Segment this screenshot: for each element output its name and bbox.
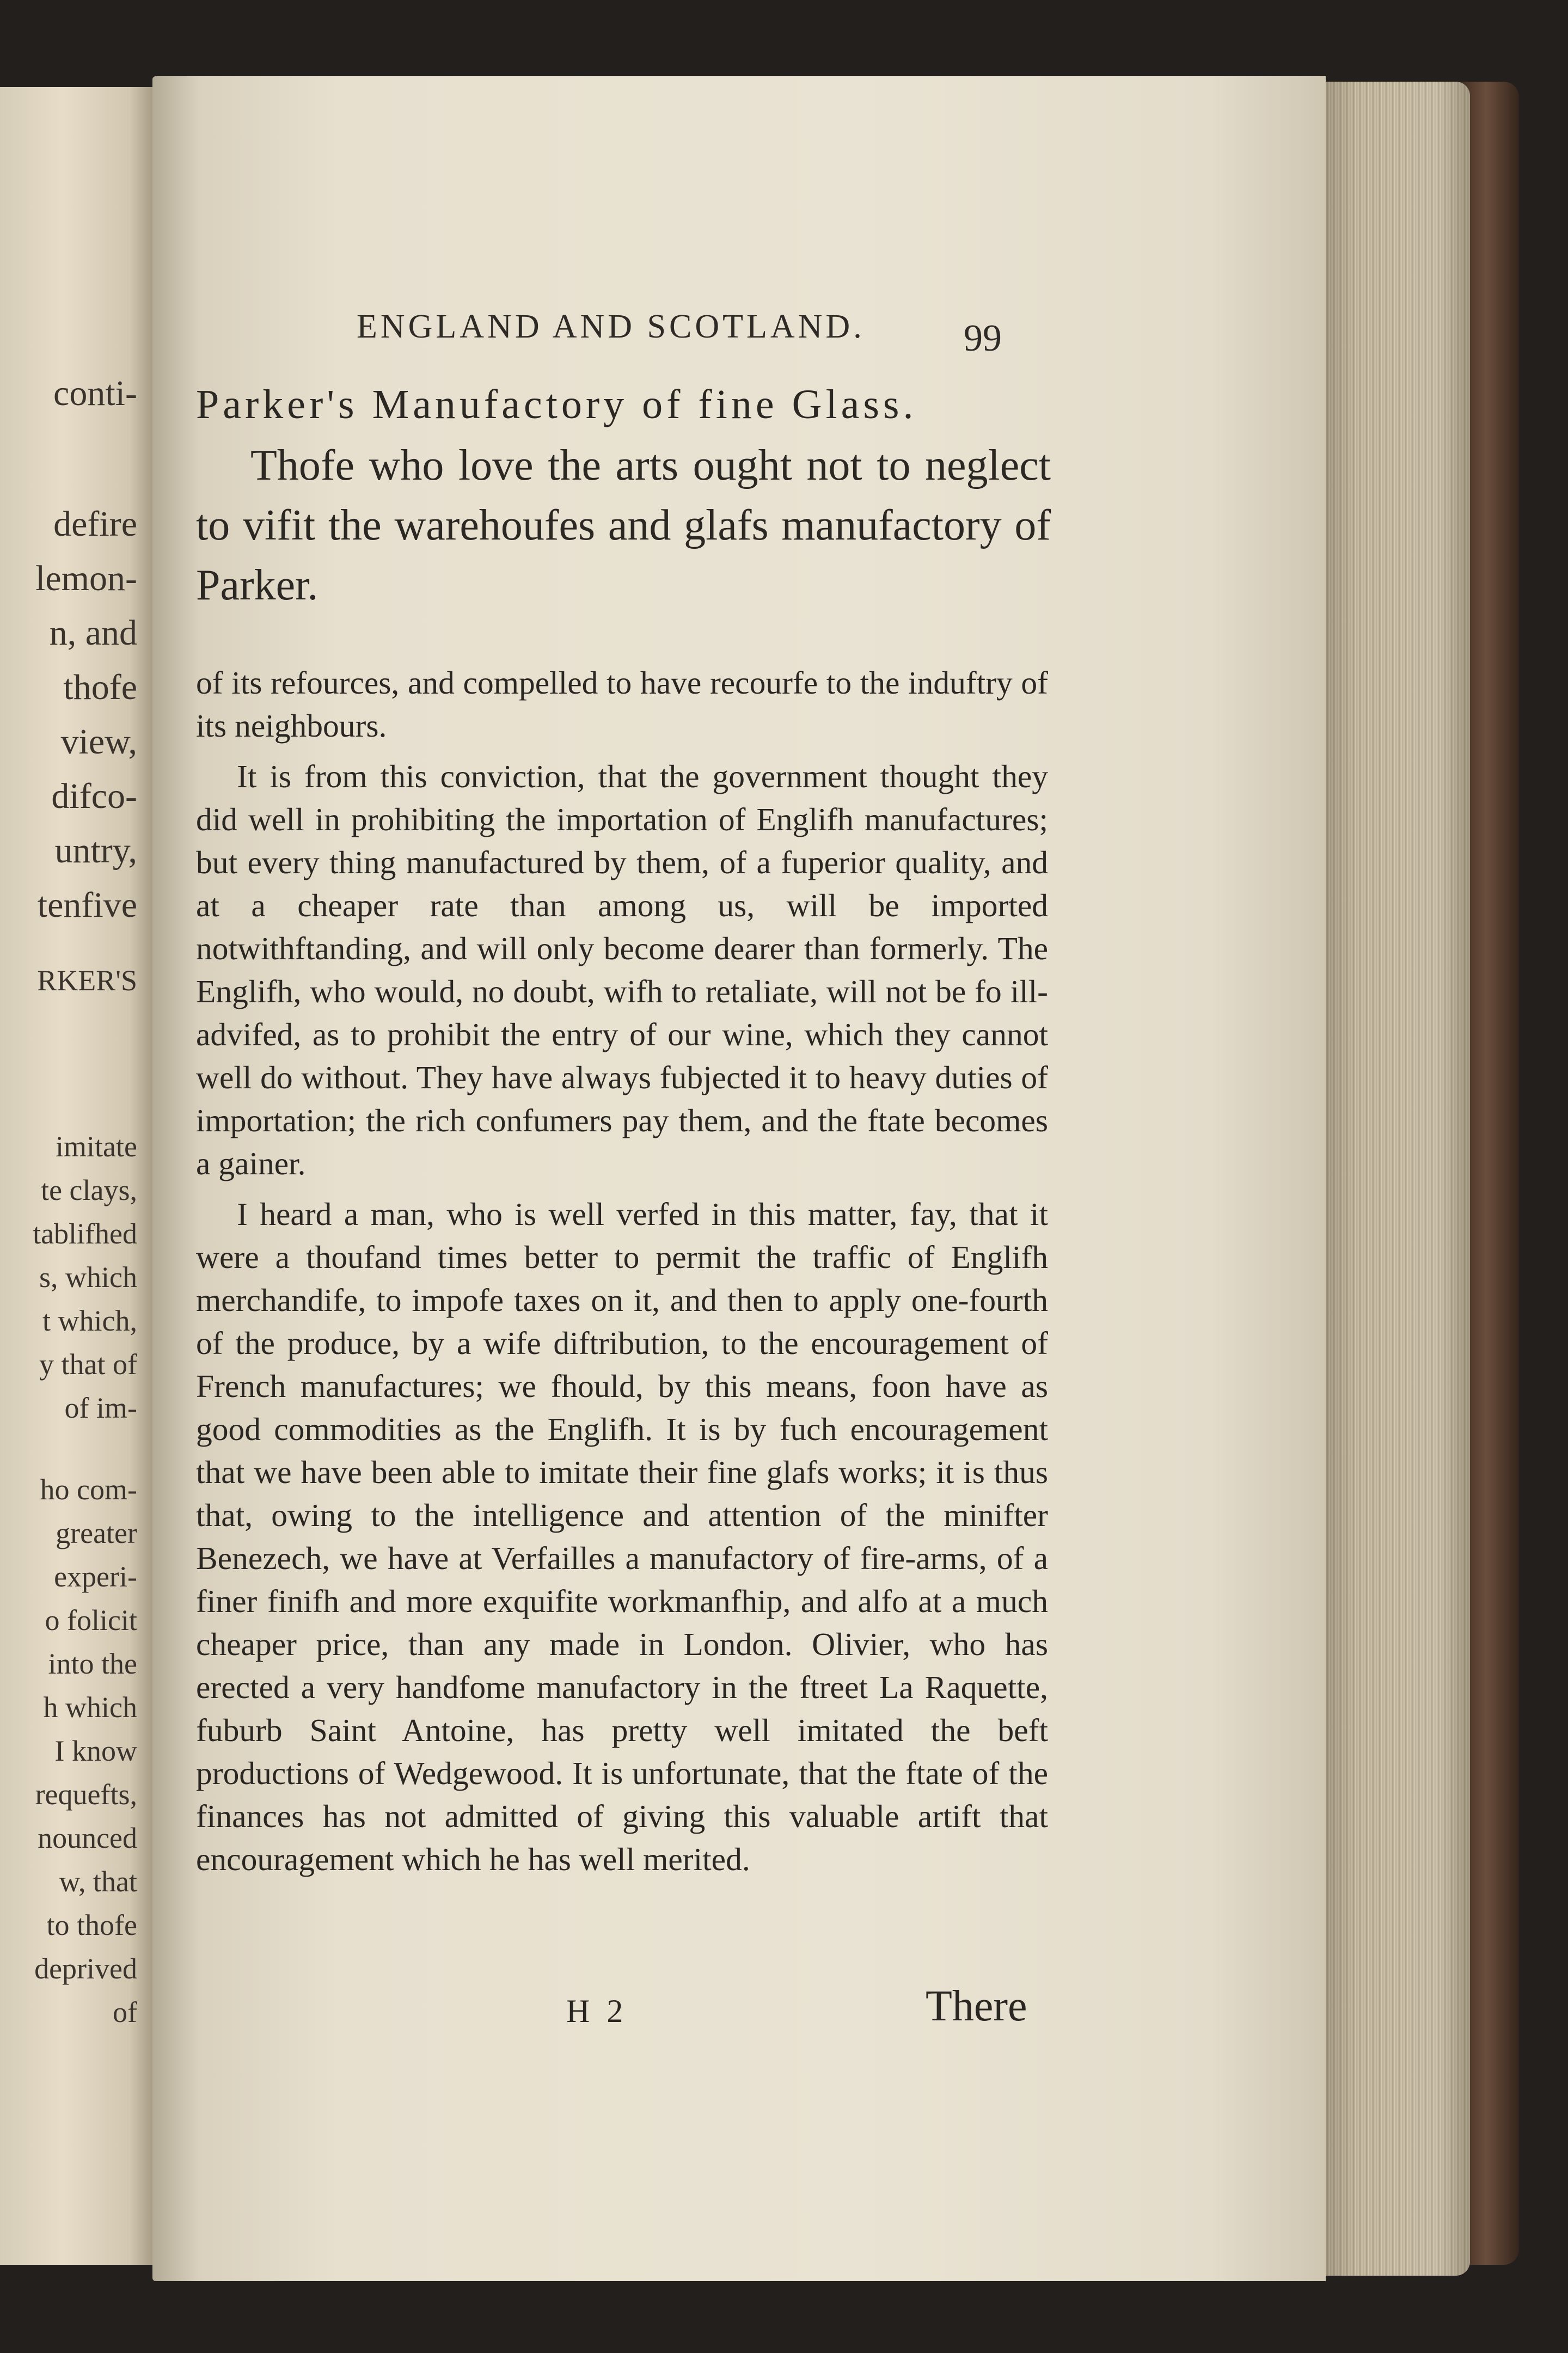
paragraph: I heard a man, who is well verfed in this matter, fay, that it were a thoufand times better to permit the traffic of Englifh merchandife, to impofe taxes on it, and then to apply one-fourth of the produce, by a wife diftribution, to the encouragement of French manufactures; we fhould, by this means, foon have as good commodities as the Englifh. It is by fuch encouragement that we have been able to imitate their fine glafs works; it is thus that, owing to the intelligence and attention of the minifter Benezech, we have at Verfailles a manufactory of fire-arms, of a finer finifh and more exquifite workmanfhip, and alfo at a much cheaper price, than any made in London. Olivier, who has erected a very handfome manufactory in the ftreet La Raquette, fuburb Saint Antoine, has pretty well imitated the beft productions of Wedgewood. It is unfortunate, that the ftate of the finances has not admitted of giving this valuable artift that encouragement which he has well merited. <box>196 1196 1048 1877</box>
section-heading: Parker's Manufactory of fine Glass. <box>196 382 917 427</box>
left-page-line: nounced <box>38 1822 137 1854</box>
left-page-line: view, <box>60 722 137 762</box>
paragraph: of its refources, and compelled to have recourfe to the induftry of its neighbours. <box>196 665 1048 744</box>
left-page-line: ho com- <box>40 1473 137 1506</box>
body-text <box>196 661 1048 1889</box>
left-page-line: of <box>113 1996 137 2029</box>
left-page-line: deprived <box>34 1952 137 1985</box>
left-page-line: experi- <box>54 1560 137 1593</box>
left-page-line: untry, <box>54 831 137 871</box>
left-page-line: t which, <box>42 1304 137 1337</box>
page-number: 99 <box>964 317 1002 359</box>
left-page-line: o folicit <box>45 1604 137 1637</box>
running-head: ENGLAND AND SCOTLAND. <box>357 308 865 345</box>
left-page-line: RKER'S <box>37 964 137 997</box>
catchword: There <box>926 1982 1027 2030</box>
left-page-line: tablifhed <box>33 1217 137 1250</box>
left-page-line: thofe <box>63 667 137 707</box>
left-page-line: te clays, <box>41 1174 137 1206</box>
left-page-line: tenfive <box>37 885 137 925</box>
left-page-line: I know <box>54 1735 137 1767</box>
left-page-line: greater <box>56 1517 137 1549</box>
left-page-line: w, that <box>59 1865 137 1898</box>
left-page-line: into the <box>48 1647 137 1680</box>
left-page-line: to thofe <box>46 1909 137 1941</box>
left-page-line: of im- <box>64 1392 137 1424</box>
left-page-line: lemon- <box>35 559 137 598</box>
left-page-line: h which <box>43 1691 137 1724</box>
left-page-line: n, and <box>49 613 137 653</box>
left-page-line: y that of <box>39 1348 137 1381</box>
left-page-line: s, which <box>39 1261 137 1294</box>
lead-paragraph: Thofe who love the arts ought not to neglect to vifit the warehoufes and glafs manufactory of Parker. <box>196 442 1051 609</box>
left-page-line: requefts, <box>35 1778 137 1811</box>
paragraph: It is from this conviction, that the government thought they did well in prohibiting the importation of Englifh manufactures; but every thing manufactured by them, of a fuperior quality, and at a cheaper rate than among us, will be imported notwithftanding, and will only become dearer than formerly. The Englifh, who would, no doubt, wifh to retaliate, will not be fo ill-advifed, as to prohibit the entry of our wine, which they cannot well do without. They have always fubjected it to heavy duties of importation; the rich confumers pay them, and the ftate becomes a gainer. <box>196 758 1048 1181</box>
left-page-line: conti- <box>53 373 137 413</box>
signature-mark: H 2 <box>566 1993 628 2029</box>
left-page-line: defire <box>53 504 137 544</box>
page-edges-shade <box>1309 82 1470 2276</box>
left-page-line: difco- <box>51 776 137 816</box>
left-page <box>0 87 158 2265</box>
left-page-line: imitate <box>56 1130 137 1163</box>
